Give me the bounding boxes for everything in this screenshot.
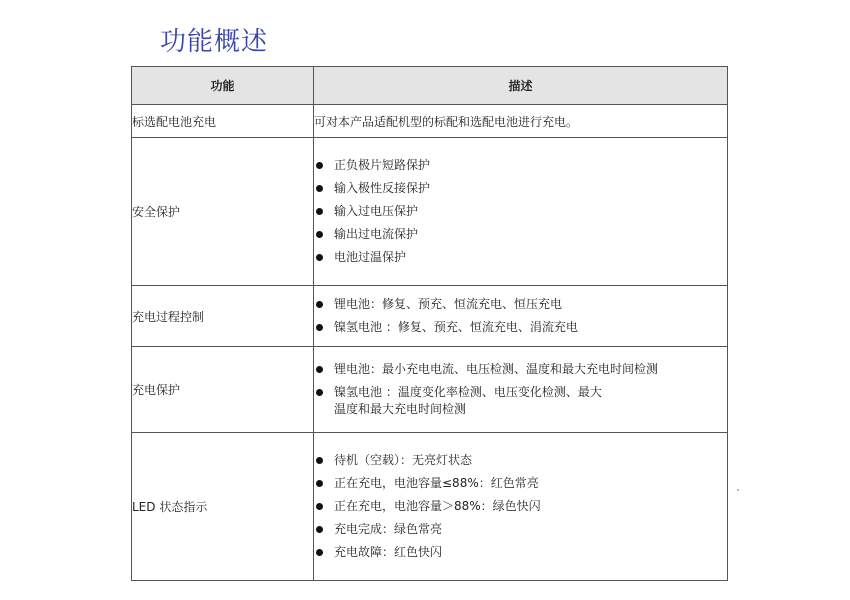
list-item-text: 输出过电流保护 bbox=[334, 227, 419, 241]
list-item-text: 充电完成：绿色常亮 bbox=[334, 522, 443, 536]
feature-cell: 安全保护 bbox=[132, 138, 314, 286]
page-title: 功能概述 bbox=[160, 27, 269, 57]
feature-cell: 充电保护 bbox=[132, 347, 314, 433]
header-description: 描述 bbox=[314, 67, 728, 105]
feature-cell: 标选配电池充电 bbox=[132, 105, 314, 138]
list-item bbox=[314, 296, 727, 313]
bullet-icon bbox=[316, 208, 323, 215]
list-item-text: 正负极片短路保护 bbox=[334, 158, 431, 172]
description-cell bbox=[314, 138, 728, 286]
bullet-icon bbox=[316, 301, 323, 308]
description-cell bbox=[314, 433, 728, 581]
list-item-text: 输入过电压保护 bbox=[334, 204, 419, 218]
bullet-icon bbox=[316, 549, 323, 556]
list-item-text: 电池过温保护 bbox=[334, 250, 407, 264]
list-item bbox=[314, 544, 727, 561]
list-item bbox=[314, 384, 727, 418]
list-item-text: 正在充电，电池容量≤88%：红色常亮 bbox=[334, 476, 539, 490]
feature-cell: 充电过程控制 bbox=[132, 286, 314, 347]
list-item bbox=[314, 498, 727, 515]
bullet-icon bbox=[316, 231, 323, 238]
list-item bbox=[314, 361, 727, 378]
bullet-icon bbox=[316, 457, 323, 464]
list-item-text: 镍氢电池 ：温度变化率检测、电压变化检测、最大 bbox=[334, 385, 602, 399]
list-item bbox=[314, 226, 727, 243]
list-item-text: 输入极性反接保护 bbox=[334, 181, 431, 195]
list-item bbox=[314, 157, 727, 174]
bullet-icon bbox=[316, 324, 323, 331]
table-header-row bbox=[132, 67, 728, 105]
table-row bbox=[132, 286, 728, 347]
list-item-text: 待机（空载）：无亮灯状态 bbox=[334, 453, 473, 467]
list-item bbox=[314, 319, 727, 336]
list-item-text: 锂电池：最小充电电流、电压检测、温度和最大充电时间检测 bbox=[334, 362, 659, 376]
description-cell bbox=[314, 286, 728, 347]
bullet-icon bbox=[316, 366, 323, 373]
feature-table bbox=[131, 66, 728, 581]
bullet-list bbox=[314, 442, 727, 571]
bullet-list bbox=[314, 351, 727, 428]
list-item bbox=[314, 452, 727, 469]
bullet-icon bbox=[316, 480, 323, 487]
feature-cell: LED 状态指示 bbox=[132, 433, 314, 581]
bullet-icon bbox=[316, 185, 323, 192]
bullet-icon bbox=[316, 254, 323, 261]
list-item-text: 正在充电，电池容量＞88%：绿色快闪 bbox=[334, 499, 541, 513]
list-item bbox=[314, 475, 727, 492]
list-item-text-continued: 温度和最大充电时间检测 bbox=[334, 402, 467, 416]
description-cell bbox=[314, 347, 728, 433]
table-row bbox=[132, 347, 728, 433]
bullet-icon bbox=[316, 389, 323, 396]
table-row bbox=[132, 138, 728, 286]
table-row bbox=[132, 433, 728, 581]
list-item bbox=[314, 249, 727, 266]
bullet-icon bbox=[316, 526, 323, 533]
list-item-text: 锂电池：修复、预充、恒流充电、恒压充电 bbox=[334, 297, 563, 311]
bullet-icon bbox=[316, 503, 323, 510]
artifact-dot bbox=[737, 489, 739, 491]
header-feature: 功能 bbox=[132, 67, 314, 105]
list-item bbox=[314, 203, 727, 220]
list-item-text: 充电故障：红色快闪 bbox=[334, 545, 443, 559]
bullet-list bbox=[314, 147, 727, 276]
bullet-list bbox=[314, 286, 727, 346]
list-item bbox=[314, 521, 727, 538]
list-item-text: 镍氢电池 ：修复、预充、恒流充电、涓流充电 bbox=[334, 320, 578, 334]
bullet-icon bbox=[316, 162, 323, 169]
list-item bbox=[314, 180, 727, 197]
description-cell: 可对本产品适配机型的标配和选配电池进行充电。 bbox=[314, 105, 728, 138]
table-row bbox=[132, 105, 728, 138]
